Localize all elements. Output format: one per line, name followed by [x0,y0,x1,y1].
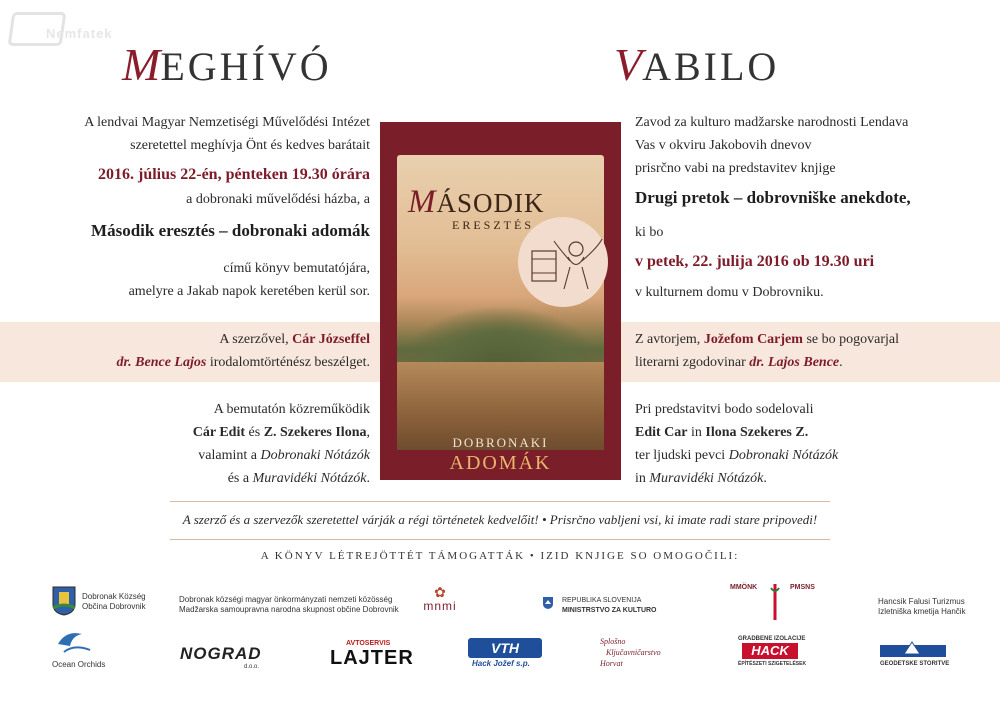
event-place-sl: v kulturnem domu v Dobrovniku. [635,285,824,300]
ki-bo-text: ki bo [635,225,664,240]
flag-ribbon-icon [768,584,782,620]
corner-logo [10,12,113,46]
slovenia-emblem-icon [542,596,554,610]
cover-subtitle: ERESZTÉS [452,218,535,232]
title-slovenian: VABILO [614,39,780,90]
flower-icon: ✿ [434,584,446,600]
book-title-hu: Második eresztés – dobronaki adomák [91,221,370,240]
cover-bottom-title: ADOMÁK [449,452,552,474]
sponsor-hack: GRADBENE IZOLACIJE HACK ÉPÍTÉSZETI SZIGETELÉSEK [738,636,807,667]
coat-of-arms-icon [52,586,76,616]
tagline: A szerző és a szervezők szeretettel várják a régi történetek kedvelőit! • Prisrčno vabljeni vsi, ki imate radi stare pripovedi! [182,512,818,527]
sponsor-ocean-orchids: Ocean Orchids [52,630,122,670]
support-heading: A KÖNYV LÉTREJÖTTÉT TÁMOGATTÁK • IZID KNJIGE SO OMOGOČILI: [260,550,740,562]
invite-text-sl: Zavod za kulturo madžarske narodnosti Lendava Vas v okviru Jakobovih dnevov prisrčno vabi na predstavitev knjige [635,115,909,176]
performers-sl: Pri predstavitvi bodo sodelovali Edit Car in Ilona Szekeres Z. ter ljudski pevci Dobronaki Nótázók in Muravidéki Nótázók. [635,402,839,486]
divider-top [170,501,830,502]
sponsor-geodetske: GEODETSKE STORITVE [880,645,960,673]
survey-triangle-icon [902,641,922,655]
sponsor-mnmi: ✿ mnmi [415,585,465,613]
divider-bottom [170,539,830,540]
cover-series: DOBRONAKI [452,435,549,450]
cover-title: MÁSODIK [408,184,545,220]
sponsor-horvat: Splošno Ključavničarstvo Horvat [600,637,661,668]
sponsor-council: Dobronak községi magyar önkormányzati nemzeti közösség Madžarska samoupravna narodna skupnost občine Dobrovnik [179,595,399,614]
sponsor-lajter: AVTOSERVIS LAJTER [330,640,414,669]
event-date-sl: v petek, 22. julija 2016 ob 19.30 uri [635,253,875,270]
sponsor-nograd: NOGRAD d.o.o. [180,644,262,670]
book-cover [380,122,621,480]
presentation-text-hu: című könyv bemutatójára, amelyre a Jakab napok keretében kerül sor. [128,261,370,299]
sponsor-vth: VTH Hack Jožef s.p. [468,638,548,670]
performers-hu: A bemutatón közreműködik Cár Edit és Z. Szekeres Ilona, valamint a Dobronaki Nótázók és a Muravidéki Nótázók. [192,402,370,486]
author-talk-hu: A szerzővel, Cár Józseffel dr. Bence Lajos irodalomtörténész beszélget. [116,332,370,370]
cover-author: Cár József [475,140,526,154]
sponsor-hancik: Hancsik Falusi Turizmus Izletniška kmetija Hančik [878,597,966,616]
corner-logo-text: Nemfatek [46,26,113,41]
title-hungarian: MEGHÍVÓ [122,39,332,90]
event-place-hu: a dobronaki művelődési házba, a [186,192,370,207]
sponsor-mmonk-pmsns: MMÖNK PMSNS [730,584,840,620]
book-title-sl: Drugi pretok – dobrovniške anekdote, [635,188,911,207]
event-date-hu: 2016. július 22-én, pénteken 19.30 órára [98,166,370,183]
author-talk-sl: Z avtorjem, Jožefom Carjem se bo pogovarjal literarni zgodovinar dr. Lajos Bence. [635,332,899,370]
invite-text-hu: A lendvai Magyar Nemzetiségi Művelődési Intézet szeretettel meghívja Önt és kedves barátait [84,115,370,153]
orchid-icon [54,630,94,656]
